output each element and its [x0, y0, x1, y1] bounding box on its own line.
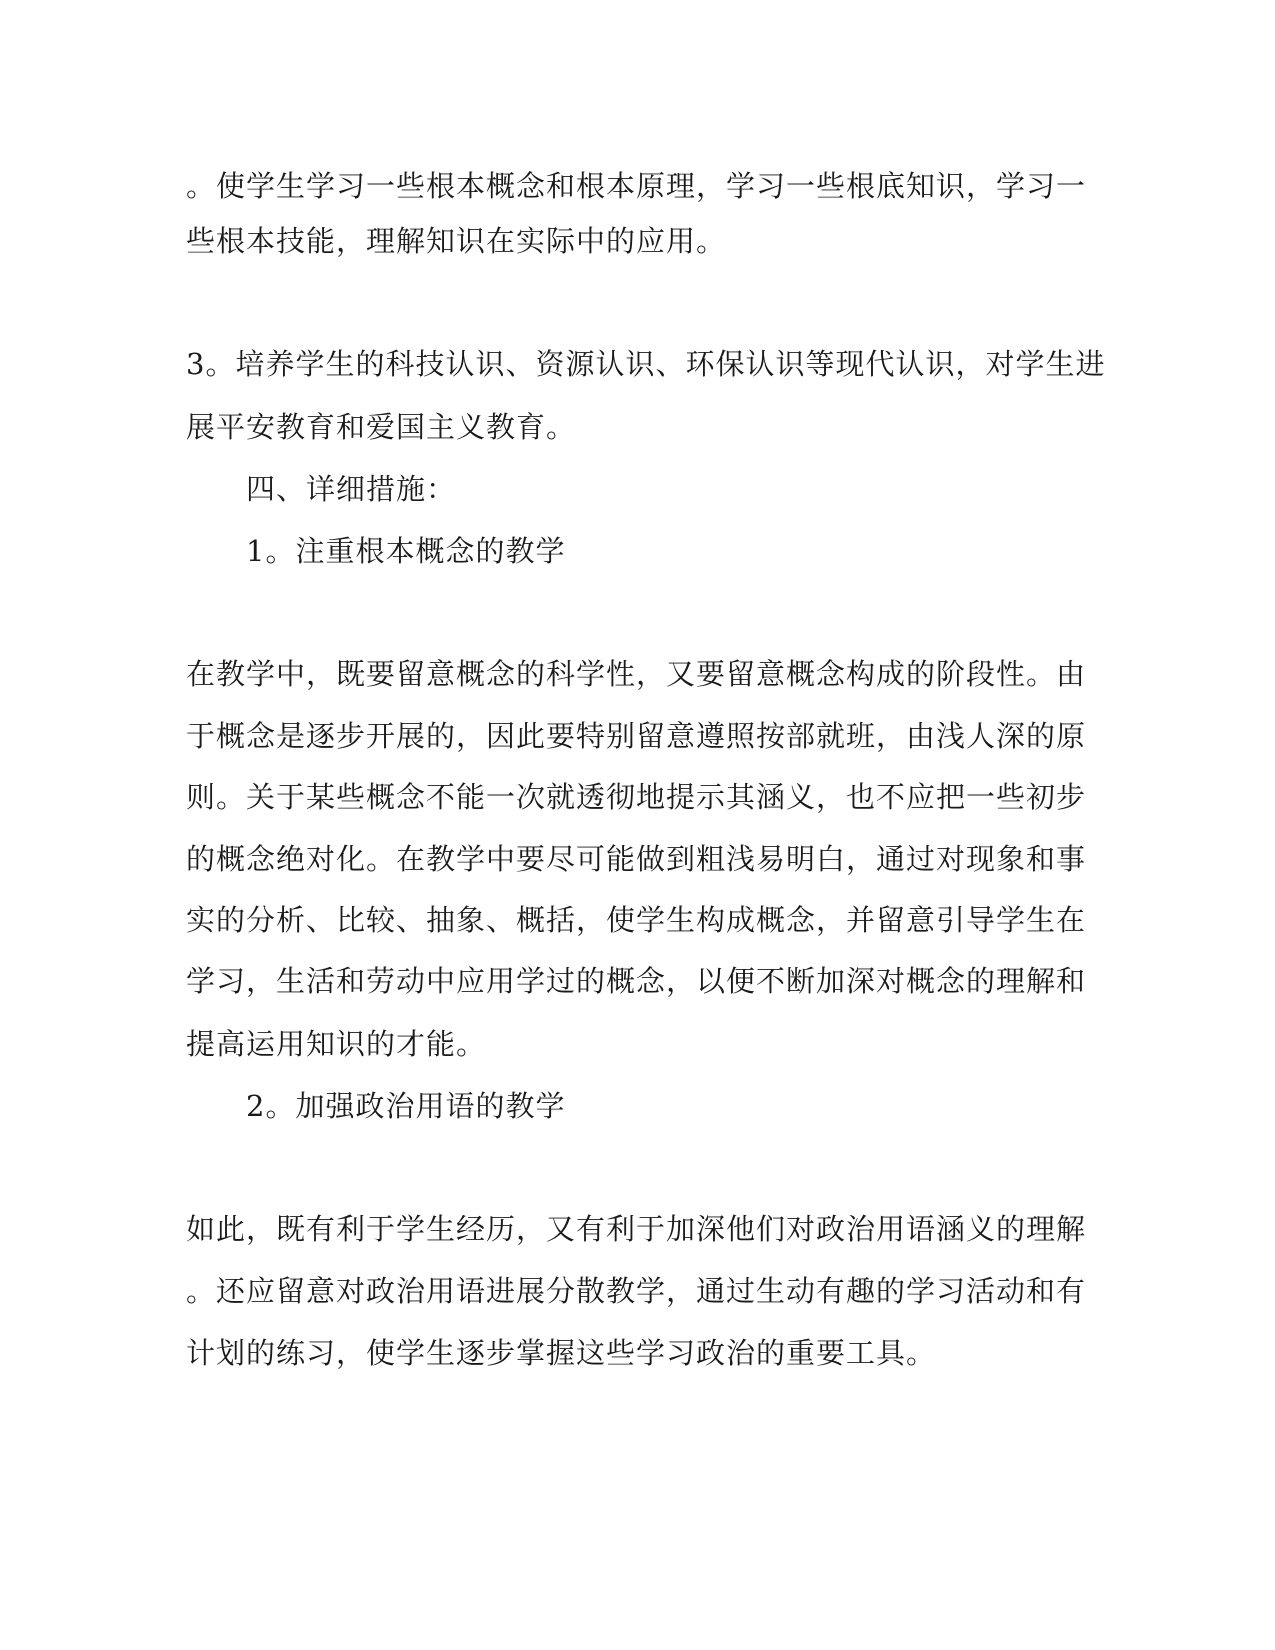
paragraph-line: 则。关于某些概念不能一次就透彻地提示其涵义，也不应把一些初步	[186, 780, 1087, 814]
paragraph-line: 如此，既有利于学生经历，又有利于加深他们对政治用语涵义的理解	[186, 1212, 1087, 1246]
paragraph-line: 的概念绝对化。在教学中要尽可能做到粗浅易明白，通过对现象和事	[186, 842, 1087, 876]
paragraph-line: 计划的练习，使学生逐步掌握这些学习政治的重要工具。	[186, 1336, 937, 1370]
section-heading: 四、详细措施：	[246, 472, 457, 506]
subsection-heading: 2。加强政治用语的教学	[246, 1089, 566, 1123]
paragraph-line: 3。培养学生的科技认识、资源认识、环保认识等现代认识，对学生进	[186, 347, 1106, 381]
paragraph-line: 提高运用知识的才能。	[186, 1027, 487, 1061]
paragraph-line: 。使学生学习一些根本概念和根本原理，学习一些根底知识，学习一	[186, 169, 1087, 203]
paragraph-line: 于概念是逐步开展的，因此要特别留意遵照按部就班，由浅人深的原	[186, 719, 1087, 753]
paragraph-line: 。还应留意对政治用语进展分散教学，通过生动有趣的学习活动和有	[186, 1274, 1087, 1308]
subsection-heading: 1。注重根本概念的教学	[246, 534, 566, 568]
paragraph-line: 些根本技能，理解知识在实际中的应用。	[186, 224, 727, 258]
paragraph-line: 实的分析、比较、抽象、概括，使学生构成概念，并留意引导学生在	[186, 903, 1087, 937]
paragraph-line: 学习，生活和劳动中应用学过的概念，以便不断加深对概念的理解和	[186, 964, 1087, 998]
paragraph-line: 在教学中，既要留意概念的科学性，又要留意概念构成的阶段性。由	[186, 657, 1087, 691]
paragraph-line: 展平安教育和爱国主义教育。	[186, 410, 577, 444]
